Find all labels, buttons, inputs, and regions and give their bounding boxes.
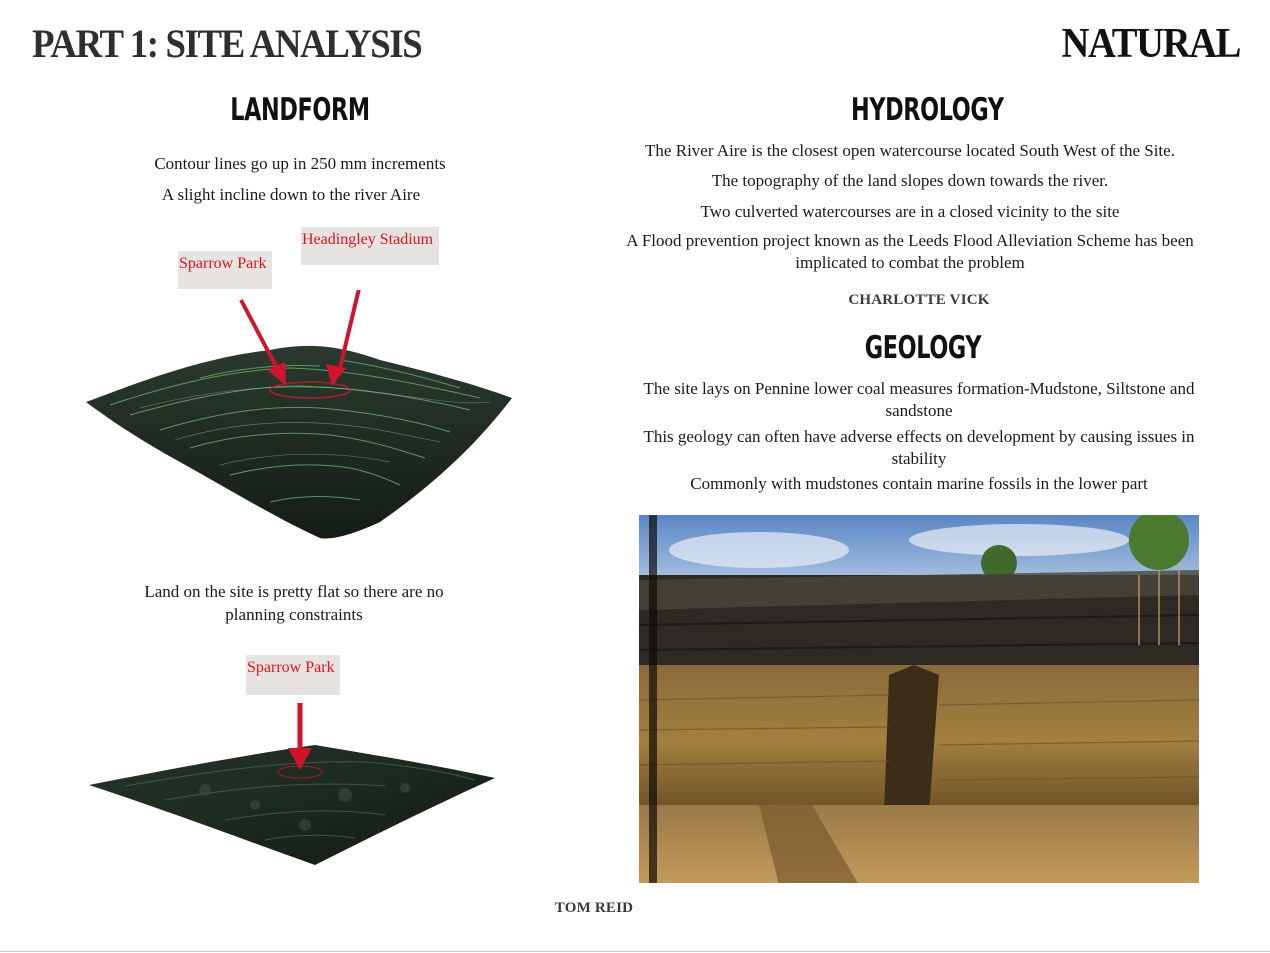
geology-line-1: The site lays on Pennine lower coal measures formation-Mudstone, Siltstone and sandstone — [643, 379, 1195, 420]
page-divider — [0, 951, 1270, 952]
geology-quarry-photo — [639, 515, 1199, 883]
hydrology-line-2: The topography of the land slopes down towards the river. — [711, 171, 1109, 190]
hydrology-line-3: Two culverted watercourses are in a closed vicinity to the site — [700, 202, 1120, 221]
landform-note: Land on the site is pretty flat so there are no planning constraints — [144, 582, 444, 624]
terrain-contour-model — [80, 290, 520, 545]
label-headingley-stadium: Headingley Stadium — [301, 227, 439, 265]
hydrology-line-4: A Flood prevention project known as the Leeds Flood Alleviation Scheme has been implicated to combat the problem — [626, 231, 1194, 272]
terrain-aerial-model — [85, 700, 500, 870]
hydrology-heading: HYDROLOGY — [851, 92, 1004, 128]
label-sparrow-park: Sparrow Park — [178, 251, 272, 289]
credit-tom-reid: TOM REID — [554, 900, 634, 916]
geology-line-2: This geology can often have adverse effects on development by causing issues in stability — [643, 427, 1195, 468]
landform-heading: LANDFORM — [230, 92, 370, 128]
hydrology-line-1: The River Aire is the closest open watercourse located South West of the Site. — [645, 141, 1175, 160]
credit-charlotte-vick: CHARLOTTE VICK — [848, 292, 990, 308]
geology-heading: GEOLOGY — [864, 330, 982, 366]
landform-line-1: Contour lines go up in 250 mm increments — [154, 154, 446, 173]
category-title: NATURAL — [1061, 21, 1240, 67]
label-sparrow-park-2: Sparrow Park — [246, 655, 340, 695]
page-title: PART 1: SITE ANALYSIS — [32, 21, 422, 66]
geology-line-3: Commonly with mudstones contain marine fossils in the lower part — [690, 474, 1148, 493]
landform-line-2: A slight incline down to the river Aire — [161, 185, 421, 204]
